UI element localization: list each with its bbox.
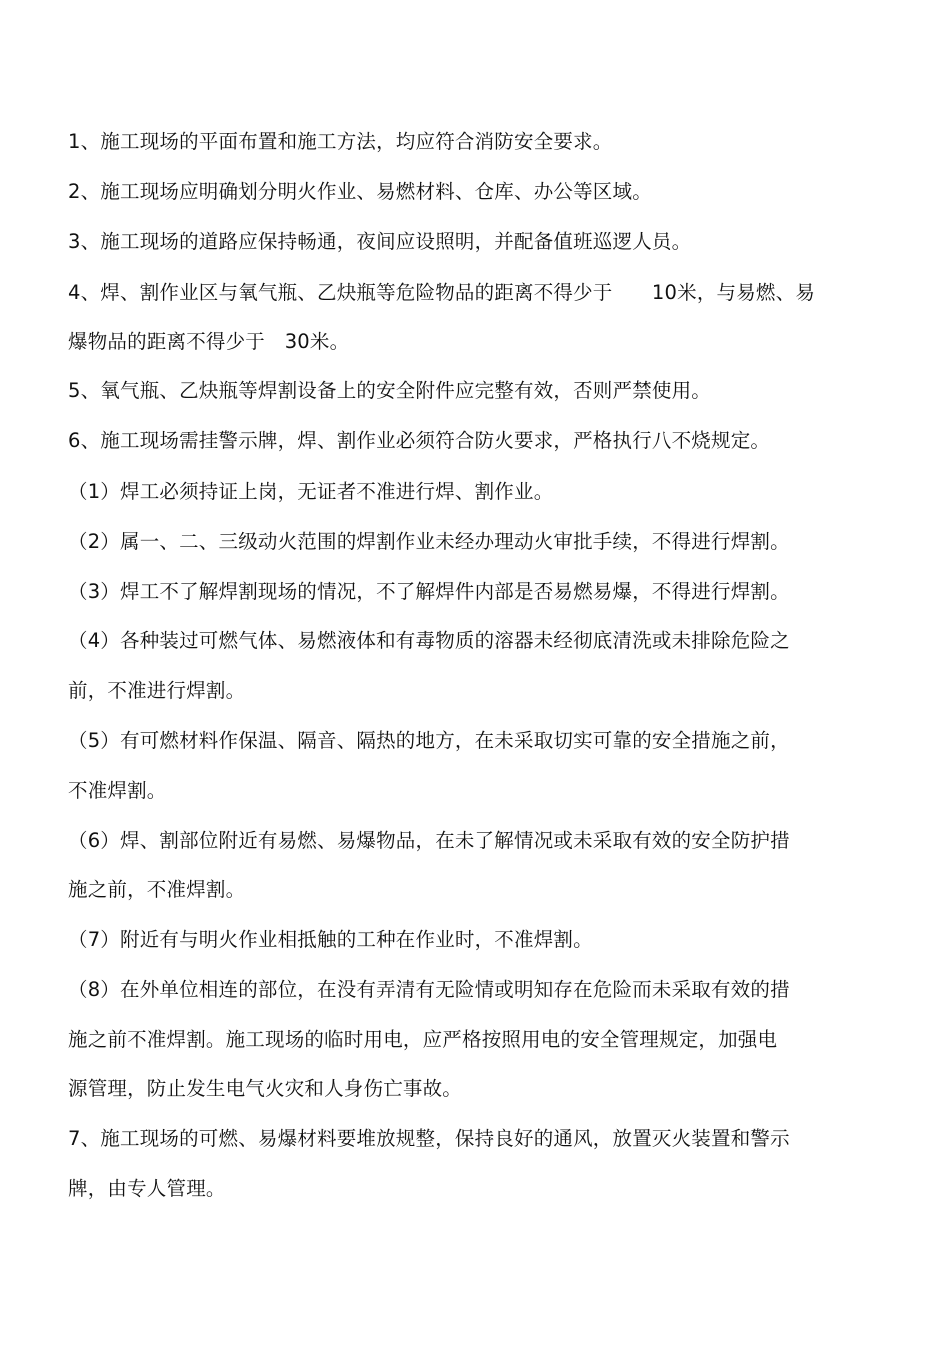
text-line: （3）焊工不了解焊割现场的情况，不了解焊件内部是否易燃易爆，不得进行焊割。: [68, 580, 790, 603]
text-line: 5、氧气瓶、乙炔瓶等焊割设备上的安全附件应完整有效，否则严禁使用。: [68, 379, 712, 402]
text-line: 7、施工现场的可燃、易爆材料要堆放规整，保持良好的通风，放置灭火装置和警示: [68, 1127, 790, 1150]
text-line: 施之前不准焊割。施工现场的临时用电，应严格按照用电的安全管理规定，加强电: [68, 1028, 778, 1051]
text-line: （6）焊、割部位附近有易燃、易爆物品，在未了解情况或未采取有效的安全防护措: [68, 829, 790, 852]
text-line: （4）各种装过可燃气体、易燃液体和有毒物质的溶器未经彻底清洗或未排除危险之: [68, 629, 790, 652]
text-line: 3、施工现场的道路应保持畅通，夜间应设照明，并配备值班巡逻人员。: [68, 230, 692, 253]
text-line: 6、施工现场需挂警示牌，焊、割作业必须符合防火要求，严格执行八不烧规定。: [68, 429, 771, 452]
text-line: （2）属一、二、三级动火范围的焊割作业未经办理动火审批手续，不得进行焊割。: [68, 530, 790, 553]
text-line: （8）在外单位相连的部位，在没有弄清有无险情或明知存在危险而未采取有效的措: [68, 978, 790, 1001]
text-line: 前，不准进行焊割。: [68, 679, 246, 702]
text-line: 不准焊割。: [68, 779, 167, 802]
text-line: 爆物品的距离不得少于 30米。: [68, 330, 350, 353]
text-line: 牌，由专人管理。: [68, 1177, 226, 1200]
text-line: （5）有可燃材料作保温、隔音、隔热的地方，在未采取切实可靠的安全措施之前，: [68, 729, 790, 752]
text-line: （1）焊工必须持证上岗，无证者不准进行焊、割作业。: [68, 480, 554, 503]
text-line: 4、焊、割作业区与氧气瓶、乙炔瓶等危险物品的距离不得少于 10米，与易燃、易: [68, 281, 816, 304]
text-line: （7）附近有与明火作业相抵触的工种在作业时，不准焊割。: [68, 928, 593, 951]
text-line: 2、施工现场应明确划分明火作业、易燃材料、仓库、办公等区域。: [68, 180, 652, 203]
text-line: 源管理，防止发生电气火灾和人身伤亡事故。: [68, 1077, 463, 1100]
text-line: 1、施工现场的平面布置和施工方法，均应符合消防安全要求。: [68, 130, 613, 153]
text-line: 施之前，不准焊割。: [68, 878, 246, 901]
